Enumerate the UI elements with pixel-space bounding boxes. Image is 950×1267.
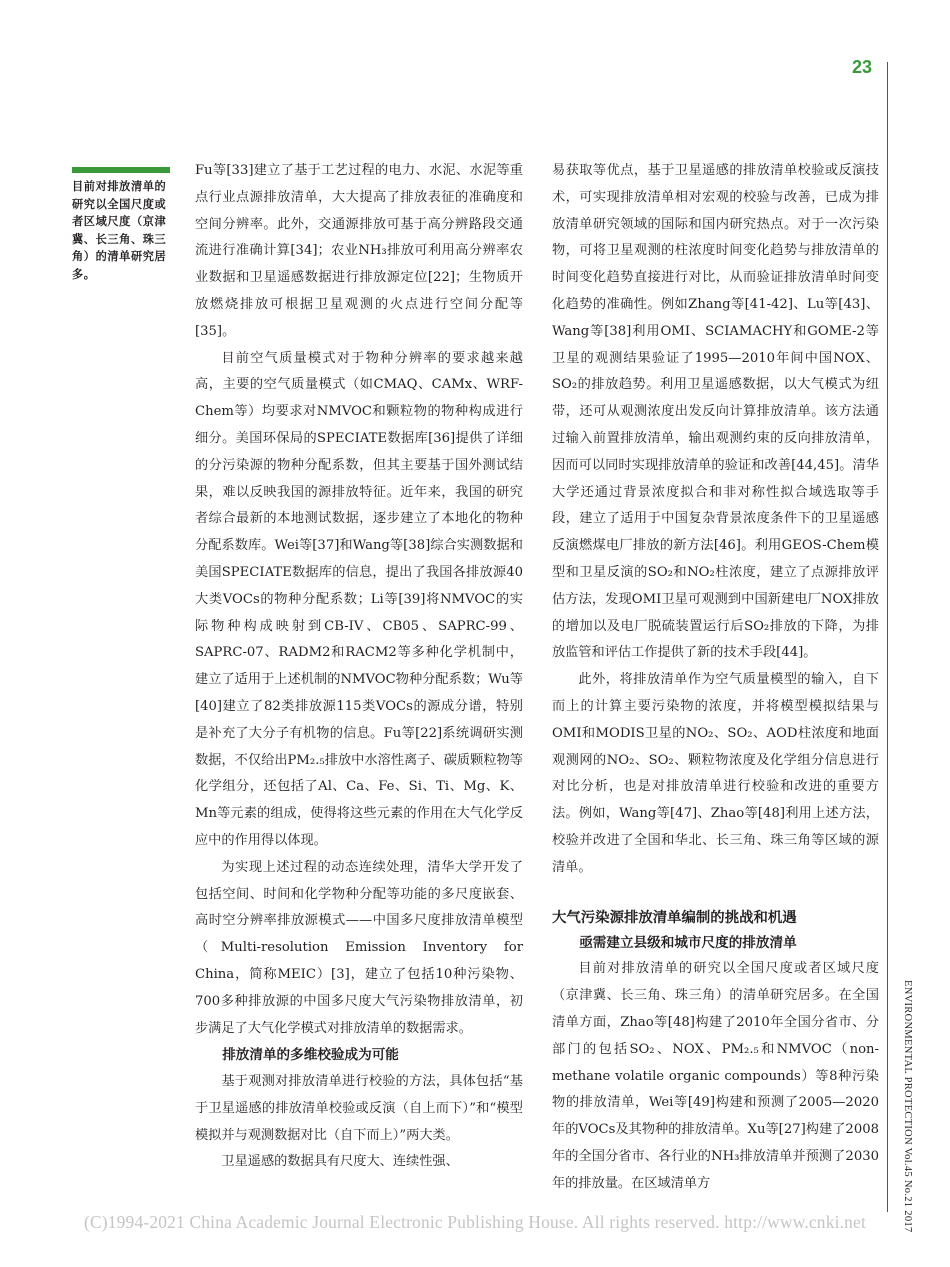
paragraph: 目前空气质量模式对于物种分辨率的要求越来越高，主要的空气质量模式（如CMAQ、CAMx、WRF-Chem等）均要求对NMVOC和颗粒物的物种构成进行细分。美国环保局的SPECIATE数据库[36]提供了详细的分污染源的物种分配系数，但其主要基于国外测试结果，难以反映我国的源排放特征。近年来，我国的研究者综合最新的本地测试数据，逐步建立了本地化的物种分配系数库。Wei等[37]和Wang等[38]综合实测数据和美国SPECIATE数据库的信息，提出了我国各排放源40大类VOCs的物种分配系数；Li等[39]将NMVOC的实际物种构成映射到CB-IV、CB05、SAPRC-99、SAPRC-07、RADM2和RACM2等多种化学机制中，建立了适用于上述机制的NMVOC物种分配系数；Wu等[40]建立了82类排放源115类VOCs的源成分谱，特别是补充了大分子有机物的信息。Fu等[22]系统调研实测数据，不仅给出PM₂.₅排放中水溶性离子、碳质颗粒物等化学组分，还包括了Al、Ca、Fe、Si、Ti、Mg、K、Mn等元素的组成，使得将这些元素的作用在大气化学反应中的作用得以体现。 [195, 350, 523, 848]
paragraph: 为实现上述过程的动态连续处理，清华大学开发了包括空间、时间和化学物种分配等功能的多尺度嵌套、高时空分辨率排放源模式——中国多尺度排放清单模型（Multi-resolution Emission Inventory for China，简称MEIC）[3]，建立了包括10种污染物、700多种排放源的中国多尺度大气污染物排放清单，初步满足了大气化学模式对排放清单的数据需求。 [195, 859, 523, 1036]
text-column-left [195, 158, 523, 1176]
journal-running-head: ENVIRONMENTAL PROTECTION Vol.45 No.21 2017 [902, 980, 913, 1233]
sidebar-accent-bar [72, 167, 170, 173]
paragraph: 此外，将排放清单作为空气质量模型的输入，自下而上的计算主要污染物的浓度，并将模型模拟结果与OMI和MODIS卫星的NO₂、SO₂、AOD柱浓度和地面观测网的NO₂、SO₂、颗粒物浓度及化学组分信息进行对比分析，也是对排放清单进行校验和改进的重要方法。例如，Wang等[47]、Zhao等[48]利用上述方法，校验并改进了全国和华北、长三角、珠三角等区域的源清单。 [552, 672, 879, 875]
paragraph: Fu等[33]建立了基于工艺过程的电力、水泥、水泥等重点行业点源排放清单，大大提高了排放表征的准确度和空间分辨率。此外，交通源排放可基于高分辨路段交通流进行准确计算[34]；农业NH₃排放可利用高分辨率农业数据和卫星遥感数据进行排放源定位[22]；生物质开放燃烧排放可根据卫星观测的火点进行空间分配等[35]。 [195, 163, 523, 339]
copyright-watermark: (C)1994-2021 China Academic Journal Electronic Publishing House. All rights reserved. http://www.cnki.net [83, 1212, 867, 1232]
paragraph: 基于观测对排放清单进行校验的方法，具体包括“基于卫星遥感的排放清单校验或反演（自上而下）”和“模型模拟并与观测数据对比（自下而上）”两大类。 [195, 1074, 523, 1143]
page-number: 23 [852, 57, 873, 77]
section-subheading: 排放清单的多维校验成为可能 [222, 1047, 399, 1064]
paragraph: 卫星遥感的数据具有尺度大、连续性强、 [221, 1154, 459, 1170]
section-subheading: 亟需建立县级和城市尺度的排放清单 [579, 934, 797, 951]
paragraph: 目前对排放清单的研究以全国尺度或者区域尺度（京津冀、长三角、珠三角）的清单研究居多。在全国清单方面，Zhao等[48]构建了2010年全国分省市、分部门的包括SO₂、NOX、PM₂.₅和NMVOC（non-methane volatile organic compounds）等8种污染物的排放清单，Wei等[49]构建和预测了2005—2020年的VOCs及其物种的排放清单。Xu等[27]构建了2008年的全国分省市、各行业的NH₃排放清单并预测了2030年的排放量。在区域清单方 [552, 961, 879, 1191]
margin-rule [887, 62, 888, 1212]
text-column-right [552, 158, 879, 1197]
section-heading: 大气污染源排放清单编制的挑战和机遇 [552, 909, 797, 926]
paragraph: 易获取等优点，基于卫星遥感的排放清单校验或反演技术，可实现排放清单相对宏观的校验与改善，已成为排放清单研究领域的国际和国内研究热点。对于一次污染物，可将卫星观测的柱浓度时间变化趋势与排放清单的时间变化趋势直接进行对比，从而验证排放清单时间变化趋势的准确性。例如Zhang等[41-42]、Lu等[43]、Wang等[38]利用OMI、SCIAMACHY和GOME-2等卫星的观测结果验证了1995—2010年间中国NOX、SO₂的排放趋势。利用卫星遥感数据，以大气模式为纽带，还可从观测浓度出发反向计算排放清单。该方法通过输入前置排放清单，输出观测约束的反向排放清单，因而可以同时实现排放清单的验证和改善[44,45]。清华大学还通过背景浓度拟合和非对称性拟合域选取等手段，建立了适用于中国复杂背景浓度条件下的卫星遥感反演燃煤电厂排放的新方法[46]。利用GEOS-Chem模型和卫星反演的SO₂和NO₂柱浓度，建立了点源排放评估方法，发现OMI卫星可观测到中国新建电厂NOX排放的增加以及电厂脱硫装置运行后SO₂排放的下降，为排放监管和评估工作提供了新的技术手段[44]。 [552, 163, 879, 661]
sidebar-pull-quote: 目前对排放清单的研究以全国尺度或者区域尺度（京津冀、长三角、珠三角）的清单研究居多。 [72, 180, 167, 281]
